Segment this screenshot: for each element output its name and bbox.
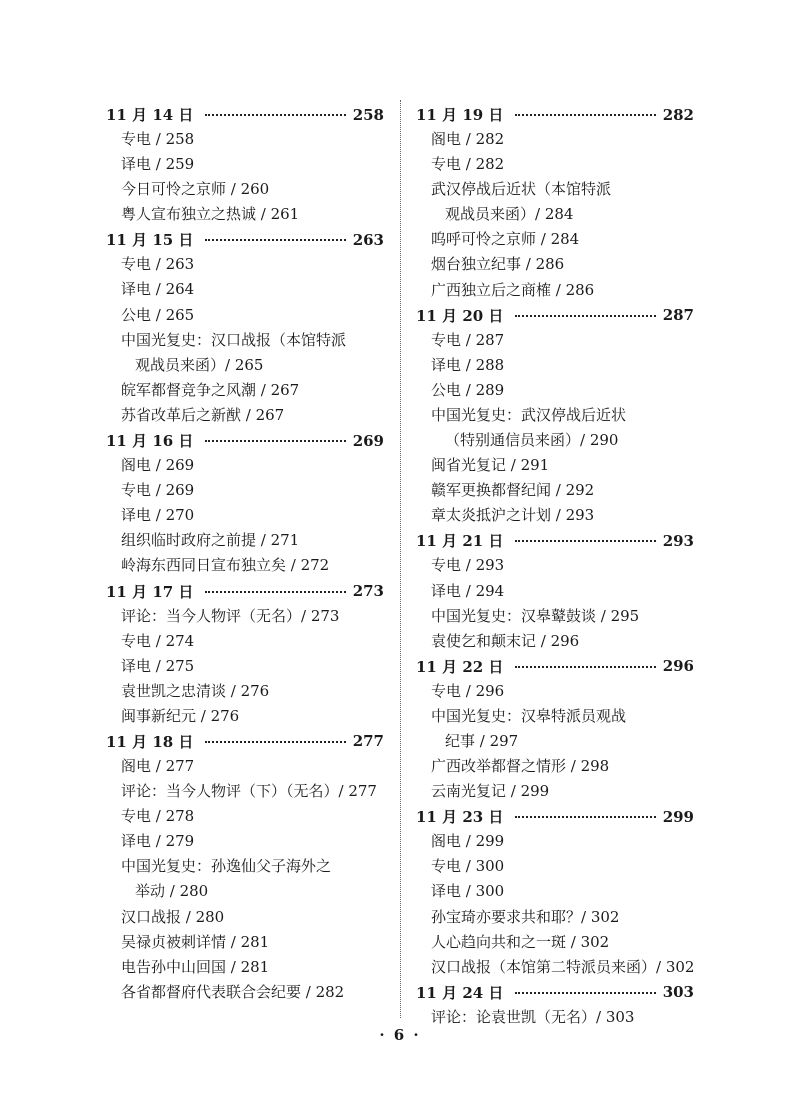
date-heading[interactable]: [106, 579, 384, 604]
toc-entry[interactable]: 专电 / 296: [431, 681, 505, 700]
section-page-number: 299: [662, 807, 694, 826]
date-heading[interactable]: [416, 528, 694, 553]
date-label: 11 月 15 日: [106, 231, 194, 250]
toc-entry[interactable]: 呜呼可怜之京师 / 284: [431, 230, 580, 249]
section-page-number: 258: [352, 105, 384, 124]
toc-entry-continuation[interactable]: （特别通信员来函）/ 290: [445, 431, 619, 450]
date-heading[interactable]: [416, 654, 694, 679]
toc-entry[interactable]: 各省都督府代表联合会纪要 / 282: [121, 982, 345, 1001]
date-label: 11 月 14 日: [106, 106, 194, 124]
date-label: 11 月 16 日: [106, 432, 194, 451]
toc-entry[interactable]: 云南光复记 / 299: [431, 782, 550, 801]
toc-entry[interactable]: 袁使乞和颠末记 / 296: [431, 631, 580, 650]
toc-entry[interactable]: 人心趋向共和之一斑 / 302: [431, 932, 610, 951]
toc-entry[interactable]: 中国光复史：汉皋特派员观战: [431, 706, 627, 725]
toc-entry[interactable]: 译电 / 288: [431, 355, 505, 374]
dot-leader: [205, 440, 345, 442]
date-heading[interactable]: [416, 980, 694, 1005]
date-heading[interactable]: [106, 729, 384, 754]
toc-entry[interactable]: 阁电 / 282: [431, 130, 505, 148]
toc-entry[interactable]: 苏省改革后之新猷 / 267: [121, 405, 285, 424]
toc-entry[interactable]: 译电 / 275: [121, 656, 195, 675]
date-label: 11 月 19 日: [416, 106, 504, 124]
dot-leader: [515, 315, 655, 317]
toc-entry[interactable]: 专电 / 269: [121, 481, 195, 500]
toc-entry[interactable]: 中国光复史：孙逸仙父子海外之: [121, 857, 332, 876]
toc-entry[interactable]: 闽事新纪元 / 276: [121, 706, 240, 725]
toc-entry[interactable]: 汉口战报 / 280: [121, 907, 225, 926]
toc-entry[interactable]: 烟台独立纪事 / 286: [431, 255, 565, 274]
toc-entry[interactable]: 阁电 / 277: [121, 756, 195, 775]
section-page-number: 282: [662, 105, 694, 124]
toc-entry[interactable]: 评论：当今人物评（无名）/ 273: [121, 606, 340, 625]
date-heading[interactable]: [106, 428, 384, 453]
toc-entry[interactable]: 专电 / 258: [121, 130, 195, 148]
toc-entry[interactable]: 组织临时政府之前提 / 271: [121, 531, 300, 550]
section-page-number: 293: [662, 531, 694, 550]
date-heading[interactable]: [106, 102, 384, 127]
section-page-number: 263: [352, 230, 384, 249]
section-page-number: 273: [352, 582, 384, 600]
toc-entry[interactable]: 译电 / 300: [431, 882, 505, 901]
dot-leader: [205, 741, 345, 743]
toc-right-column: [416, 102, 694, 1030]
toc-entry[interactable]: 专电 / 300: [431, 857, 505, 876]
toc-entry[interactable]: 孙宝琦亦要求共和耶？/ 302: [431, 907, 620, 926]
toc-entry-continuation[interactable]: 纪事 / 297: [445, 731, 519, 750]
toc-entry[interactable]: 粤人宣布独立之热诚 / 261: [121, 205, 300, 224]
dot-leader: [205, 114, 345, 116]
dot-leader: [205, 591, 345, 593]
toc-entry[interactable]: 专电 / 282: [431, 155, 505, 174]
toc-entry[interactable]: 译电 / 279: [121, 832, 195, 851]
toc-entry-continuation[interactable]: 举动 / 280: [135, 882, 209, 901]
date-label: 11 月 18 日: [106, 732, 194, 751]
dot-leader: [515, 816, 655, 818]
toc-entry[interactable]: 评论：当今人物评（下）（无名）/ 277: [121, 782, 377, 801]
toc-entry[interactable]: 译电 / 259: [121, 155, 195, 174]
date-label: 11 月 17 日: [106, 582, 194, 601]
toc-entry[interactable]: 阁电 / 269: [121, 456, 195, 475]
date-heading[interactable]: [416, 804, 694, 829]
toc-entry[interactable]: 袁世凯之忠清谈 / 276: [121, 681, 270, 700]
column-divider: [400, 100, 401, 1018]
toc-entry[interactable]: 电告孙中山回国 / 281: [121, 957, 270, 976]
dot-leader: [515, 666, 655, 668]
toc-entry[interactable]: 译电 / 294: [431, 581, 505, 600]
toc-entry[interactable]: 吴禄贞被刺详情 / 281: [121, 932, 270, 951]
toc-left-column: [106, 102, 384, 1005]
date-label: 11 月 21 日: [416, 532, 504, 551]
toc-entry[interactable]: 专电 / 278: [121, 807, 195, 826]
section-page-number: 269: [352, 431, 384, 450]
toc-entry[interactable]: 皖军都督竞争之风潮 / 267: [121, 380, 300, 399]
toc-entry[interactable]: 赣军更换都督纪闻 / 292: [431, 481, 595, 500]
date-label: 11 月 23 日: [416, 808, 504, 827]
toc-entry[interactable]: 译电 / 270: [121, 506, 195, 525]
toc-entry[interactable]: 章太炎抵沪之计划 / 293: [431, 506, 595, 525]
toc-entry[interactable]: 专电 / 293: [431, 556, 505, 575]
toc-entry[interactable]: 专电 / 274: [121, 631, 195, 650]
toc-entry[interactable]: 公电 / 289: [431, 380, 505, 399]
toc-entry[interactable]: 闽省光复记 / 291: [431, 456, 550, 475]
section-page-number: 296: [662, 657, 694, 676]
dot-leader: [515, 992, 655, 994]
toc-entry[interactable]: 汉口战报（本馆第二特派员来函）/ 302: [431, 957, 695, 976]
date-label: 11 月 20 日: [416, 306, 504, 325]
section-page-number: 277: [352, 732, 384, 751]
date-heading[interactable]: [106, 227, 384, 252]
dot-leader: [205, 239, 345, 241]
toc-entry[interactable]: 中国光复史：汉皋鼙鼓谈 / 295: [431, 606, 640, 625]
toc-entry[interactable]: 公电 / 265: [121, 305, 195, 324]
toc-entry-continuation[interactable]: 观战员来函）/ 265: [135, 355, 264, 374]
toc-entry[interactable]: 中国光复史：汉口战报（本馆特派: [121, 330, 347, 349]
toc-entry[interactable]: 专电 / 287: [431, 330, 505, 349]
toc-entry[interactable]: 武汉停战后近状（本馆特派: [431, 180, 612, 199]
dot-leader: [515, 540, 655, 542]
date-heading[interactable]: [416, 102, 694, 127]
date-label: 11 月 24 日: [416, 983, 504, 1002]
dot-leader: [515, 114, 655, 116]
toc-entry-continuation[interactable]: 观战员来函）/ 284: [445, 205, 574, 224]
toc-entry[interactable]: 译电 / 264: [121, 280, 195, 299]
toc-entry[interactable]: 今日可怜之京师 / 260: [121, 180, 270, 199]
toc-entry[interactable]: 专电 / 263: [121, 255, 195, 274]
toc-entry[interactable]: 中国光复史：武汉停战后近状: [431, 405, 627, 424]
toc-entry[interactable]: 评论：论袁世凯（无名）/ 303: [431, 1007, 635, 1026]
section-page-number: 287: [662, 306, 694, 325]
date-heading[interactable]: [416, 303, 694, 328]
section-page-number: 303: [662, 983, 694, 1002]
page-number: · 6 ·: [379, 1026, 421, 1044]
toc-entry[interactable]: 广西改举都督之情形 / 298: [431, 757, 610, 776]
toc-entry[interactable]: 广西独立后之商榷 / 286: [431, 280, 595, 299]
date-label: 11 月 22 日: [416, 657, 504, 676]
toc-entry[interactable]: 阁电 / 299: [431, 832, 505, 851]
toc-entry[interactable]: 岭海东西同日宣布独立矣 / 272: [121, 556, 330, 575]
